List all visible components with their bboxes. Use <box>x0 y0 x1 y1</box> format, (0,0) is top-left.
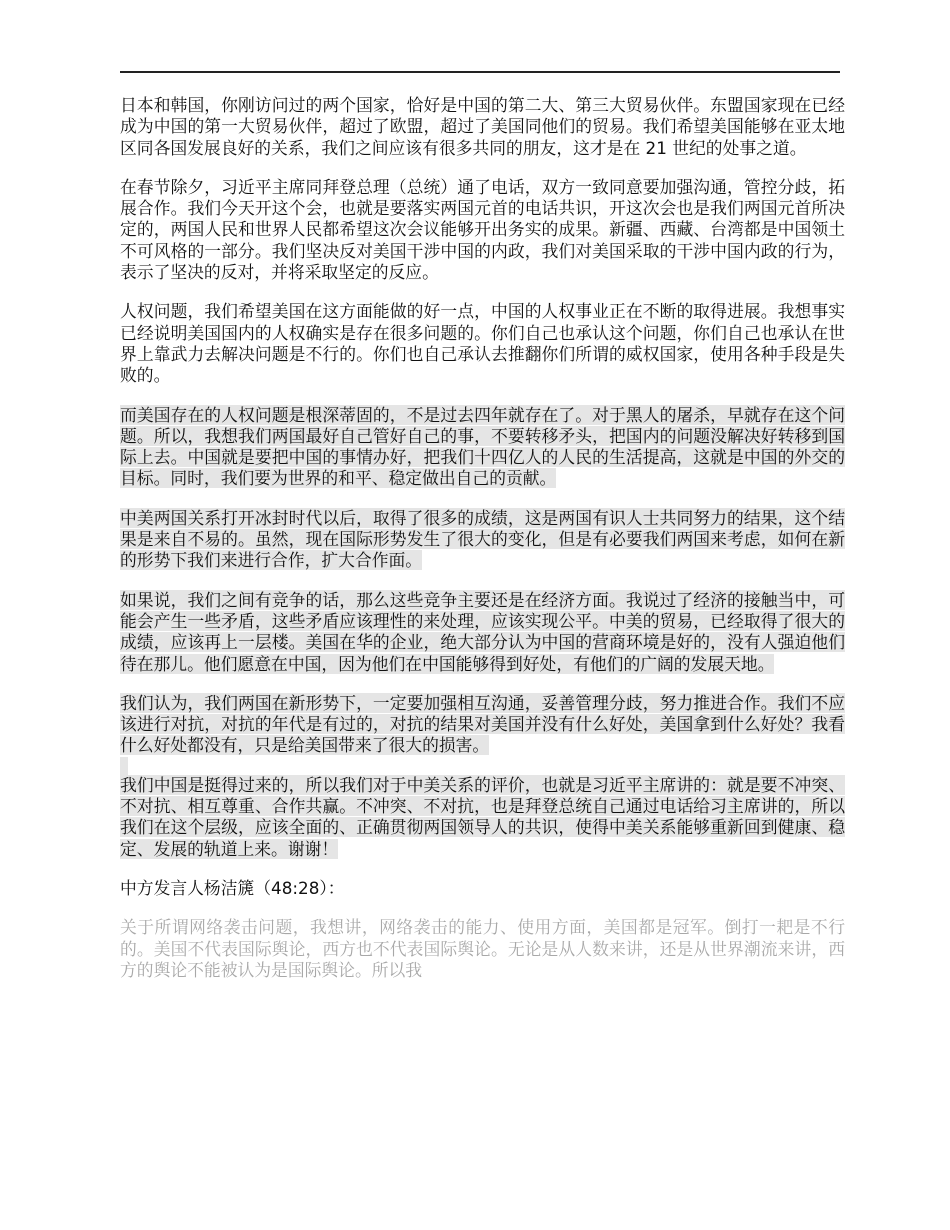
paragraph-2 <box>120 177 845 283</box>
final-paragraph-text: 关于所谓网络袭击问题，我想讲，网络袭击的能力、使用方面，美国都是冠军。倒打一耙是不行的。美国不代表国际舆论，西方也不代表国际舆论。无论是从人数来讲，还是从世界潮流来讲，西方的舆论不能被认为是国际舆论。所以我 <box>120 917 845 980</box>
paragraph-8-text: 我们中国是挺得过来的，所以我们对于中美关系的评价，也就是习近平主席讲的：就是要不冲突、不对抗、相互尊重、合作共赢。不冲突、不对抗，也是拜登总统自己通过电话给习主席讲的，所以我们在这个层级，应该全面的、正确贯彻两国领导人的共识，使得中美关系能够重新回到健康、稳定、发展的轨道上来。谢谢！ <box>120 774 845 859</box>
paragraph-7-text: 我们认为，我们两国在新形势下，一定要加强相互沟通，妥善管理分歧，努力推进合作。我们不应该进行对抗，对抗的年代是有过的，对抗的结果对美国并没有什么好处，美国拿到什么好处？我看什么好处都没有，只是给美国带来了很大的损害。 <box>120 692 845 756</box>
paragraph-4-text: 而美国存在的人权问题是根深蒂固的，不是过去四年就存在了。对于黑人的屠杀，早就存在这个问题。所以，我想我们两国最好自己管好自己的事，不要转移矛头，把国内的问题没解决好转移到国际上去。中国就是要把中国的事情办好，把我们十四亿人的人民的生活提高，这就是中国的外交的目标。同时，我们要为世界的和平、稳定做出自己的贡献。 <box>120 404 845 489</box>
paragraph-5-text: 中美两国关系打开冰封时代以后，取得了很多的成绩，这是两国有识人士共同努力的结果，这个结果是来自不易的。虽然，现在国际形势发生了很大的变化，但是有必要我们两国来考虑，如何在新的形势下我们来进行合作，扩大合作面。 <box>120 507 845 571</box>
paragraph-8-highlighted <box>120 775 845 860</box>
final-paragraph-faded <box>120 917 845 981</box>
paragraph-5-highlighted <box>120 508 845 572</box>
document-body <box>120 95 845 999</box>
header-rule <box>120 71 840 73</box>
paragraph-6-highlighted <box>120 590 845 675</box>
paragraph-3 <box>120 301 845 386</box>
paragraph-1-text: 日本和韩国，你刚访问过的两个国家，恰好是中国的第二大、第三大贸易伙伴。东盟国家现在已经成为中国的第一大贸易伙伴，超过了欧盟，超过了美国同他们的贸易。我们希望美国能够在亚太地区同各国发展良好的关系，我们之间应该有很多共同的朋友，这才是在 21 世纪的处事之道。 <box>120 95 845 158</box>
paragraph-4-highlighted <box>120 405 845 490</box>
highlight-gap-block <box>120 757 128 775</box>
highlight-gap-marker <box>120 757 845 775</box>
paragraph-1 <box>120 95 845 159</box>
paragraph-3-text: 人权问题，我们希望美国在这方面能做的好一点，中国的人权事业正在不断的取得进展。我想事实已经说明美国国内的人权确实是存在很多问题的。你们自己也承认这个问题，你们自己也承认在世界上靠武力去解决问题是不行的。你们也自己承认去推翻你们所谓的威权国家，使用各种手段是失败的。 <box>120 301 845 386</box>
paragraph-2-text: 在春节除夕，习近平主席同拜登总理（总统）通了电话，双方一致同意要加强沟通，管控分歧，拓展合作。我们今天开这个会，也就是要落实两国元首的电话共识，开这次会也是我们两国元首所决定的，两国人民和世界人民都希望这次会议能够开出务实的成果。新疆、西藏、台湾都是中国领土不可风格的一部分。我们坚决反对美国干涉中国的内政，我们对美国采取的干涉中国内政的行为，表示了坚决的反对，并将采取坚定的反应。 <box>120 176 845 283</box>
speaker-label: 中方发言人杨洁篪（48:28）： <box>120 877 345 898</box>
paragraph-6-text: 如果说，我们之间有竞争的话，那么这些竞争主要还是在经济方面。我说过了经济的接触当中，可能会产生一些矛盾，这些矛盾应该理性的来处理，应该实现公平。中美的贸易，已经取得了很大的成绩，应该再上一层楼。美国在华的企业，绝大部分认为中国的营商环境是好的，没有人强迫他们待在那儿。他们愿意在中国，因为他们在中国能够得到好处，有他们的广阔的发展天地。 <box>120 589 845 674</box>
paragraph-7-highlighted <box>120 693 845 757</box>
